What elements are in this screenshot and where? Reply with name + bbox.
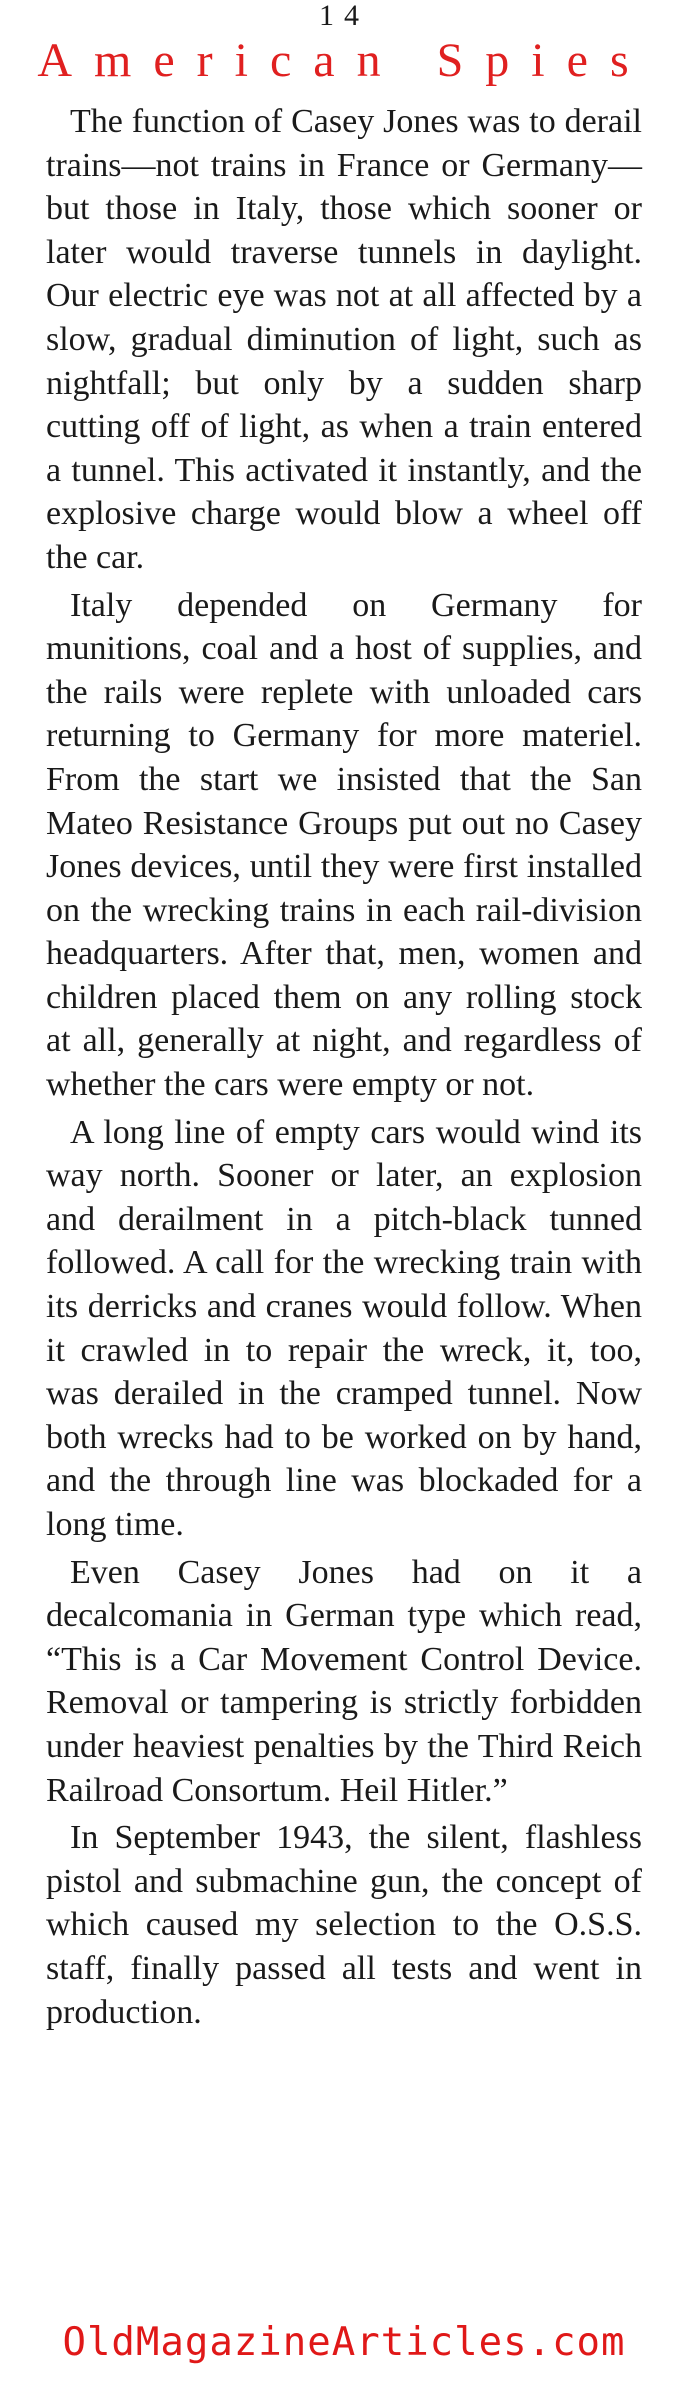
article-header-title: American Spies xyxy=(37,34,651,87)
paragraph-5: In September 1943, the silent, flashless pistol and submachine gun, the concept of which caused my selection to the O.S.S. staff, finally passed all tests and went in production. xyxy=(46,1819,642,2031)
source-watermark-url: OldMagazineArticles.com xyxy=(62,2320,626,2365)
paragraph-4: Even Casey Jones had on it a decalcomania in German type which read, “This is a Car Movement Control Device. Removal or tampering is strictly forbidden under heaviest penalties by the Third Reich Railroad Consortum. Heil Hitler.” xyxy=(46,1553,642,1809)
paragraph-3: A long line of empty cars would wind its way north. Sooner or later, an explosion and derailment in a pitch-black tunned followed. A call for the wrecking train with its derricks and cranes would follow. When it crawled in to repair the wreck, it, too, was derailed in the cramped tunnel. Now both wrecks had to be worked on by hand, and the through line was blockaded for a long time. xyxy=(46,1113,642,1543)
article-body xyxy=(46,100,642,2038)
paragraph-1: The function of Casey Jones was to derail trains—not trains in France or Germany—but those in Italy, those which sooner or later would traverse tunnels in daylight. Our electric eye was not at all affected by a slow, gradual diminution of light, such as nightfall; but only by a sudden sharp cutting off of light, as when a train entered a tunnel. This activated it instantly, and the explosive charge would blow a wheel off the car. xyxy=(46,103,642,576)
page-number: 14 xyxy=(319,0,369,32)
paragraph-2: Italy depended on Germany for munitions, coal and a host of supplies, and the rails were replete with unloaded cars returning to Germany for more materiel. From the start we insisted that the San Mateo Resistance Groups put out no Casey Jones devices, until they were first installed on the wrecking trains in each rail-division headquarters. After that, men, women and children placed them on any rolling stock at all, generally at night, and regardless of whether the cars were empty or not. xyxy=(46,586,642,1104)
